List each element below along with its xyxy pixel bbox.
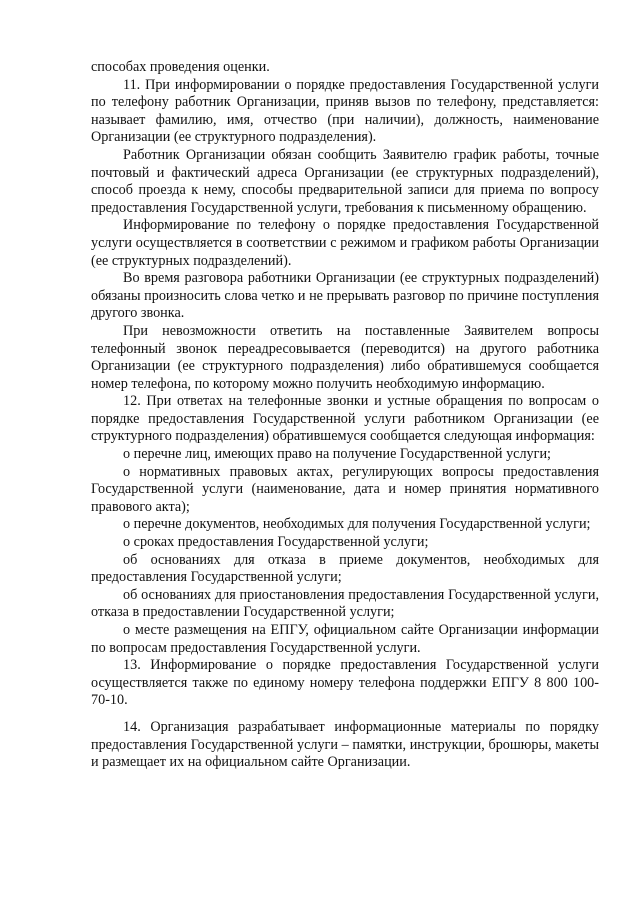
list-item-suspension-grounds: об основаниях для приостановления предоставления Государственной услуги, отказа в предоставлении Государственной услуги; [91, 586, 599, 621]
paragraph-schedule: Работник Организации обязан сообщить Заявителю график работы, точные почтовый и фактический адреса Организации (ее структурных подразделений), способ проезда к нему, способы предварительной записи для приема по вопросу предоставления Государственной услуги, требования к письменному обращению. [91, 146, 599, 216]
paragraph-13: 13. Информирование о порядке предоставления Государственной услуги осуществляется также по единому номеру телефона поддержки ЕПГУ 8 800 100-70-10. [91, 657, 599, 709]
paragraph-conversation: Во время разговора работники Организации (ее структурных подразделений) обязаны произносить слова четко и не прерывать разговор по причине поступления другого звонка. [91, 270, 599, 322]
list-item-refusal-grounds: об основаниях для отказа в приеме документов, необходимых для предоставления Государственной услуги; [91, 551, 599, 586]
paragraph-12: 12. При ответах на телефонные звонки и устные обращения по вопросам о порядке предоставления Государственной услуги работником Организации (ее структурного подразделения) обратившемуся сообщается следующая информация: [91, 393, 599, 445]
paragraph-redirect: При невозможности ответить на поставленные Заявителем вопросы телефонный звонок переадресовывается (переводится) на другого работника Организации (ее структурного подразделения) либо обратившемуся сообщается номер телефона, по которому можно получить необходимую информацию. [91, 322, 599, 392]
paragraph-11: 11. При информировании о порядке предоставления Государственной услуги по телефону работник Организации, приняв вызов по телефону, представляется: называет фамилию, имя, отчество (при наличии), должность, наименование Организации (ее структурного подразделения). [91, 76, 599, 146]
list-item-persons: о перечне лиц, имеющих право на получение Государственной услуги; [123, 446, 551, 463]
document-body [91, 59, 599, 772]
paragraph-continuation: способах проведения оценки. [91, 59, 270, 75]
paragraph-14: 14. Организация разрабатывает информационные материалы по порядку предоставления Государственной услуги – памятки, инструкции, брошюры, макеты и размещает их на официальном сайте Организации. [91, 718, 599, 771]
list-item-legal-acts: о нормативных правовых актах, регулирующих вопросы предоставления Государственной услуги (наименование, дата и номер принятия нормативного правового акта); [91, 463, 599, 515]
list-item-terms: о сроках предоставления Государственной услуги; [123, 534, 429, 551]
paragraph-phone-info: Информирование по телефону о порядке предоставления Государственной услуги осуществляется в соответствии с режимом и графиком работы Организации (ее структурных подразделений). [91, 217, 599, 269]
list-item-placement: о месте размещения на ЕПГУ, официальном сайте Организации информации по вопросам предоставления Государственной услуги. [91, 622, 599, 656]
list-item-documents: о перечне документов, необходимых для получения Государственной услуги; [123, 516, 591, 533]
